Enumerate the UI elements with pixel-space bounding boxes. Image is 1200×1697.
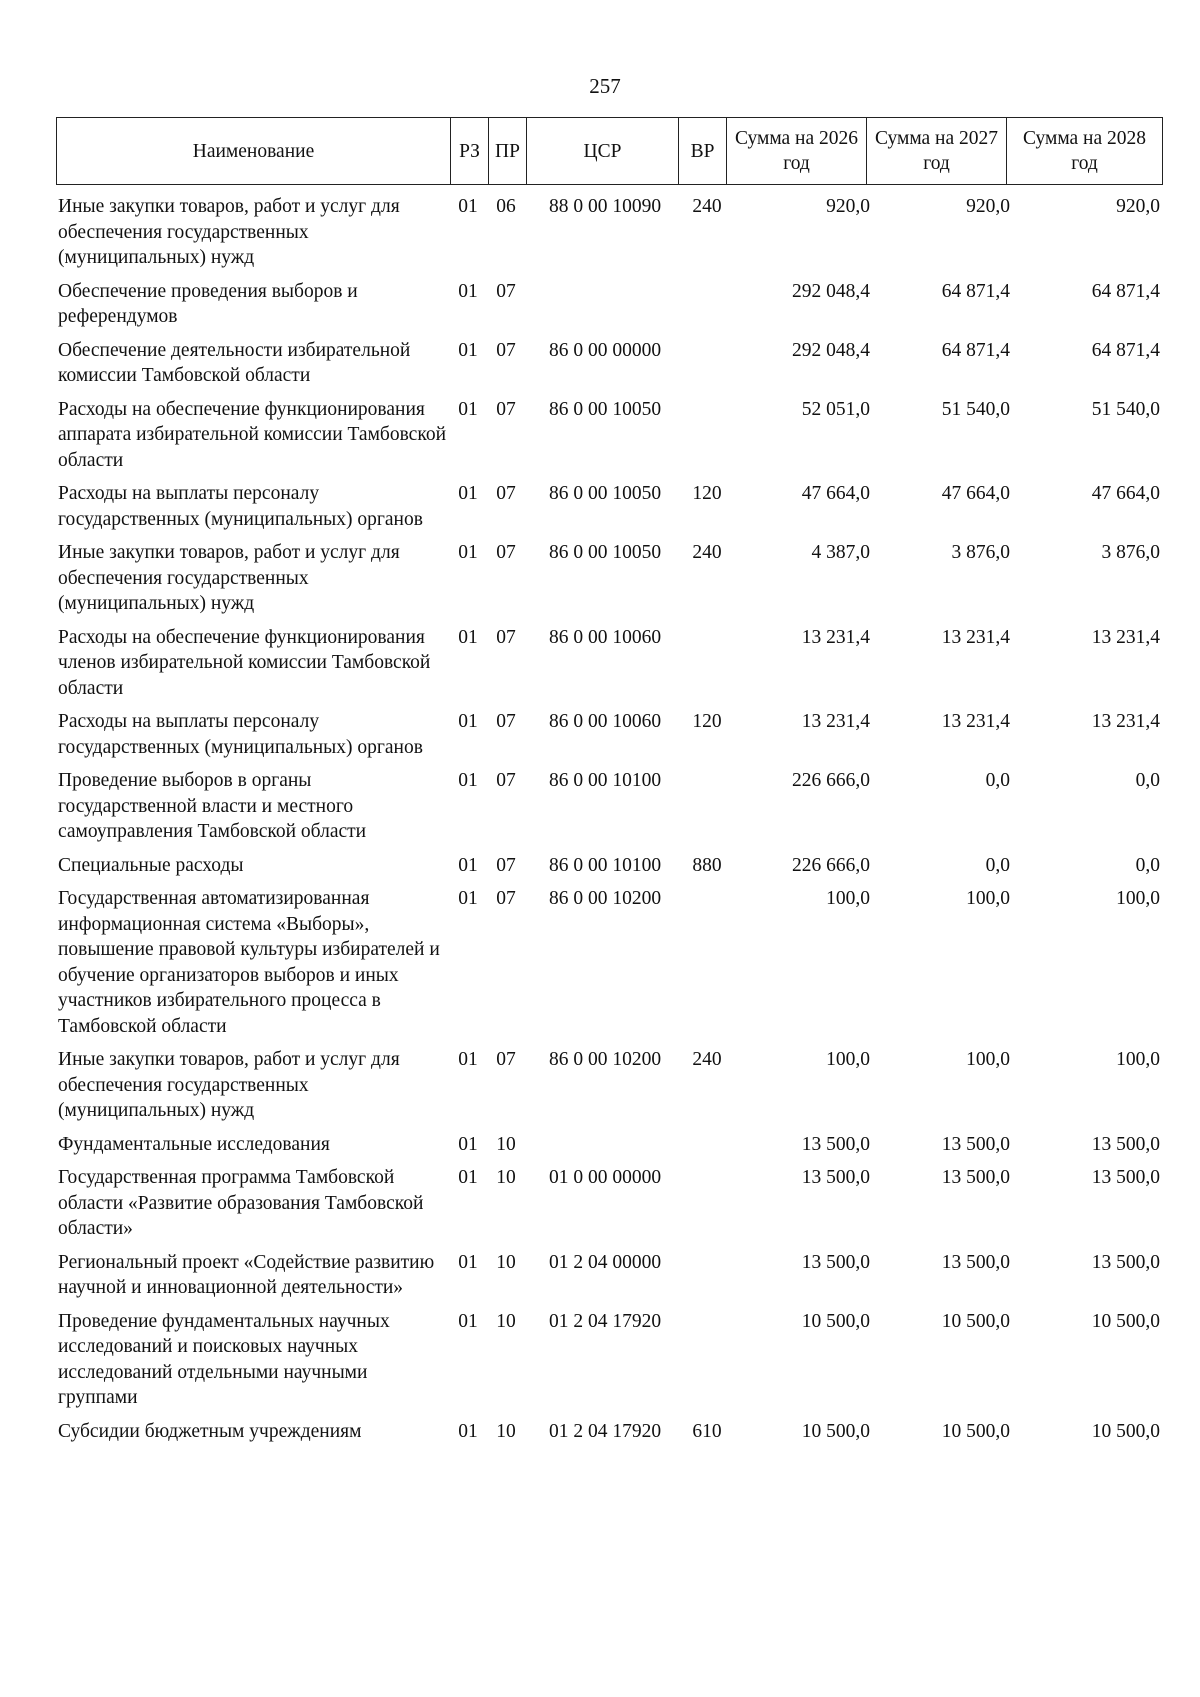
sum-2027-cell: 10 500,0 [941,1310,1010,1332]
pr-cell: 07 [496,626,516,648]
table-row [0,617,1200,702]
sum-2027-cell: 64 871,4 [941,339,1010,361]
csr-cell: 01 0 00 00000 [548,1167,662,1188]
name-cell: Проведение фундаментальных научных исследований и поисковых научных исследований отдельными научными группами [58,1310,390,1408]
sum-2026-cell: 292 048,4 [792,280,870,302]
rz-cell: 01 [458,542,478,563]
pr-cell: 10 [496,1420,516,1442]
sum-2026-cell: 13 500,0 [801,1251,870,1273]
pr-cell: 07 [496,711,516,732]
name-cell: Проведение выборов в органы государственной власти и местного самоуправления Тамбовской области [58,770,367,842]
name-cell: Фундаментальные исследования [58,1133,330,1155]
sum-2027-cell: 13 500,0 [941,1133,1010,1155]
sum-2026-cell: 100,0 [826,888,870,909]
table-row [0,701,1200,760]
sum-2028-cell: 10 500,0 [1091,1310,1160,1332]
sum-2028-cell: 51 540,0 [1091,398,1160,420]
sum-2028-cell: 920,0 [1116,196,1160,217]
pr-cell: 07 [496,398,516,420]
rz-cell: 01 [458,1420,478,1442]
pr-cell: 07 [496,339,516,361]
vr-cell: 120 [692,483,722,504]
name-cell: Региональный проект «Содействие развитию научной и инновационной деятельности» [58,1251,435,1298]
sum-2026-cell: 13 231,4 [801,626,870,648]
rz-cell: 01 [458,1133,478,1155]
rz-cell: 01 [458,711,478,732]
sum-2026-cell: 47 664,0 [801,483,870,504]
vr-cell: 240 [692,542,722,563]
table-row [0,532,1200,617]
rz-cell: 01 [458,398,478,420]
table-row [0,1157,1200,1242]
name-cell: Государственная программа Тамбовской области «Развитие образования Тамбовской области» [58,1167,424,1239]
rz-cell: 01 [458,1167,478,1188]
vr-cell: 610 [692,1420,722,1442]
pr-cell: 07 [496,280,516,302]
table-row [0,1039,1200,1124]
sum-2028-cell: 10 500,0 [1091,1420,1160,1442]
rz-cell: 01 [458,1310,478,1332]
sum-2028-cell: 64 871,4 [1091,280,1160,302]
sum-2026-cell: 226 666,0 [792,770,870,791]
sum-2028-cell: 13 231,4 [1091,711,1160,732]
table-row [0,330,1200,389]
pr-cell: 07 [496,1049,516,1070]
name-cell: Расходы на обеспечение функционирования членов избирательной комиссии Тамбовской области [58,626,431,699]
rz-cell: 01 [458,1251,478,1273]
rz-cell: 01 [458,770,478,791]
rz-cell: 01 [458,626,478,648]
sum-2026-cell: 10 500,0 [801,1420,870,1442]
rz-cell: 01 [458,854,478,876]
sum-2026-cell: 226 666,0 [792,854,870,876]
csr-cell: 01 2 04 17920 [548,1310,662,1332]
sum-2028-cell: 13 500,0 [1091,1167,1160,1188]
sum-2028-cell: 13 500,0 [1091,1251,1160,1273]
rz-cell: 01 [458,1049,478,1070]
sum-2028-cell: 64 871,4 [1091,339,1160,361]
csr-cell: 86 0 00 10200 [548,1049,662,1070]
table-row [0,1411,1200,1445]
vr-cell: 240 [692,196,722,217]
column-header-sum-2026: Сумма на 2026 год [727,118,867,185]
column-header-vr: ВР [679,118,727,185]
csr-cell: 86 0 00 10050 [548,542,662,563]
vr-cell: 120 [692,711,722,732]
sum-2027-cell: 920,0 [966,196,1010,217]
pr-cell: 06 [496,196,516,217]
sum-2027-cell: 13 500,0 [941,1251,1010,1273]
csr-cell: 86 0 00 10060 [548,626,662,648]
vr-cell: 880 [692,854,722,876]
name-cell: Иные закупки товаров, работ и услуг для обеспечения государственных (муниципальных) нужд [58,1049,400,1121]
column-header-sum-2027: Сумма на 2027 год [867,118,1007,185]
name-cell: Субсидии бюджетным учреждениям [58,1420,362,1442]
sum-2027-cell: 100,0 [966,1049,1010,1070]
table-row [0,186,1200,271]
sum-2027-cell: 47 664,0 [941,483,1010,504]
pr-cell: 10 [496,1251,516,1273]
sum-2028-cell: 13 500,0 [1091,1133,1160,1155]
sum-2027-cell: 13 231,4 [941,711,1010,732]
sum-2026-cell: 100,0 [826,1049,870,1070]
sum-2027-cell: 13 231,4 [941,626,1010,648]
table-row [0,845,1200,879]
sum-2027-cell: 13 500,0 [941,1167,1010,1188]
sum-2028-cell: 3 876,0 [1101,542,1160,563]
sum-2027-cell: 64 871,4 [941,280,1010,302]
table-row [0,1242,1200,1301]
sum-2028-cell: 100,0 [1116,888,1160,909]
sum-2027-cell: 10 500,0 [941,1420,1010,1442]
table-row [0,760,1200,845]
sum-2026-cell: 52 051,0 [801,398,870,420]
csr-cell: 86 0 00 10050 [548,398,662,420]
table-row [0,473,1200,532]
name-cell: Иные закупки товаров, работ и услуг для обеспечения государственных (муниципальных) нужд [58,542,400,614]
csr-cell: 86 0 00 10060 [548,711,662,732]
table-row [0,271,1200,330]
name-cell: Обеспечение деятельности избирательной комиссии Тамбовской области [58,339,411,386]
table-header [56,117,1163,185]
csr-cell: 01 2 04 17920 [548,1420,662,1442]
sum-2028-cell: 47 664,0 [1091,483,1160,504]
sum-2028-cell: 13 231,4 [1091,626,1160,648]
vr-cell: 240 [692,1049,722,1070]
sum-2026-cell: 13 500,0 [801,1133,870,1155]
table-body [0,186,1200,1444]
sum-2027-cell: 51 540,0 [941,398,1010,420]
csr-cell: 86 0 00 10100 [548,770,662,791]
csr-cell: 86 0 00 10200 [548,888,662,909]
rz-cell: 01 [458,483,478,504]
sum-2028-cell: 0,0 [1135,770,1160,791]
sum-2027-cell: 0,0 [985,770,1010,791]
csr-cell: 86 0 00 10100 [548,854,662,876]
table-row [0,1124,1200,1158]
rz-cell: 01 [458,888,478,909]
rz-cell: 01 [458,280,478,302]
name-cell: Специальные расходы [58,854,244,876]
pr-cell: 07 [496,854,516,876]
column-header-pr: ПР [489,118,527,185]
name-cell: Иные закупки товаров, работ и услуг для обеспечения государственных (муниципальных) нужд [58,196,400,268]
sum-2028-cell: 100,0 [1116,1049,1160,1070]
pr-cell: 07 [496,888,516,909]
sum-2026-cell: 10 500,0 [801,1310,870,1332]
pr-cell: 10 [496,1310,516,1332]
sum-2026-cell: 4 387,0 [811,542,870,563]
sum-2026-cell: 292 048,4 [792,339,870,361]
table-row [0,878,1200,1039]
sum-2028-cell: 0,0 [1135,854,1160,876]
sum-2027-cell: 100,0 [966,888,1010,909]
column-header-rz: РЗ [451,118,489,185]
sum-2026-cell: 13 500,0 [801,1167,870,1188]
column-header-csr: ЦСР [527,118,679,185]
column-header-sum-2028: Сумма на 2028 год [1007,118,1163,185]
csr-cell: 86 0 00 10050 [548,483,662,504]
table-row [0,389,1200,474]
table-row [0,1301,1200,1411]
csr-cell: 01 2 04 00000 [548,1251,662,1273]
csr-cell: 88 0 00 10090 [548,196,662,217]
sum-2026-cell: 13 231,4 [801,711,870,732]
name-cell: Обеспечение проведения выборов и референдумов [58,280,358,327]
pr-cell: 07 [496,770,516,791]
pr-cell: 10 [496,1167,516,1188]
rz-cell: 01 [458,339,478,361]
name-cell: Расходы на выплаты персоналу государственных (муниципальных) органов [58,483,423,530]
sum-2027-cell: 3 876,0 [951,542,1010,563]
pr-cell: 10 [496,1133,516,1155]
sum-2027-cell: 0,0 [985,854,1010,876]
csr-cell: 86 0 00 00000 [548,339,662,361]
name-cell: Расходы на выплаты персоналу государственных (муниципальных) органов [58,711,423,758]
name-cell: Государственная автоматизированная информационная система «Выборы», повышение правовой культуры избирателей и обучение организаторов выборов и иных участников избирательного процесса в Тамбовской области [58,888,440,1037]
rz-cell: 01 [458,196,478,217]
name-cell: Расходы на обеспечение функционирования аппарата избирательной комиссии Тамбовской области [58,398,447,471]
column-header-name: Наименование [57,118,451,185]
pr-cell: 07 [496,483,516,504]
sum-2026-cell: 920,0 [826,196,870,217]
page-number: 257 [589,74,621,98]
pr-cell: 07 [496,542,516,563]
